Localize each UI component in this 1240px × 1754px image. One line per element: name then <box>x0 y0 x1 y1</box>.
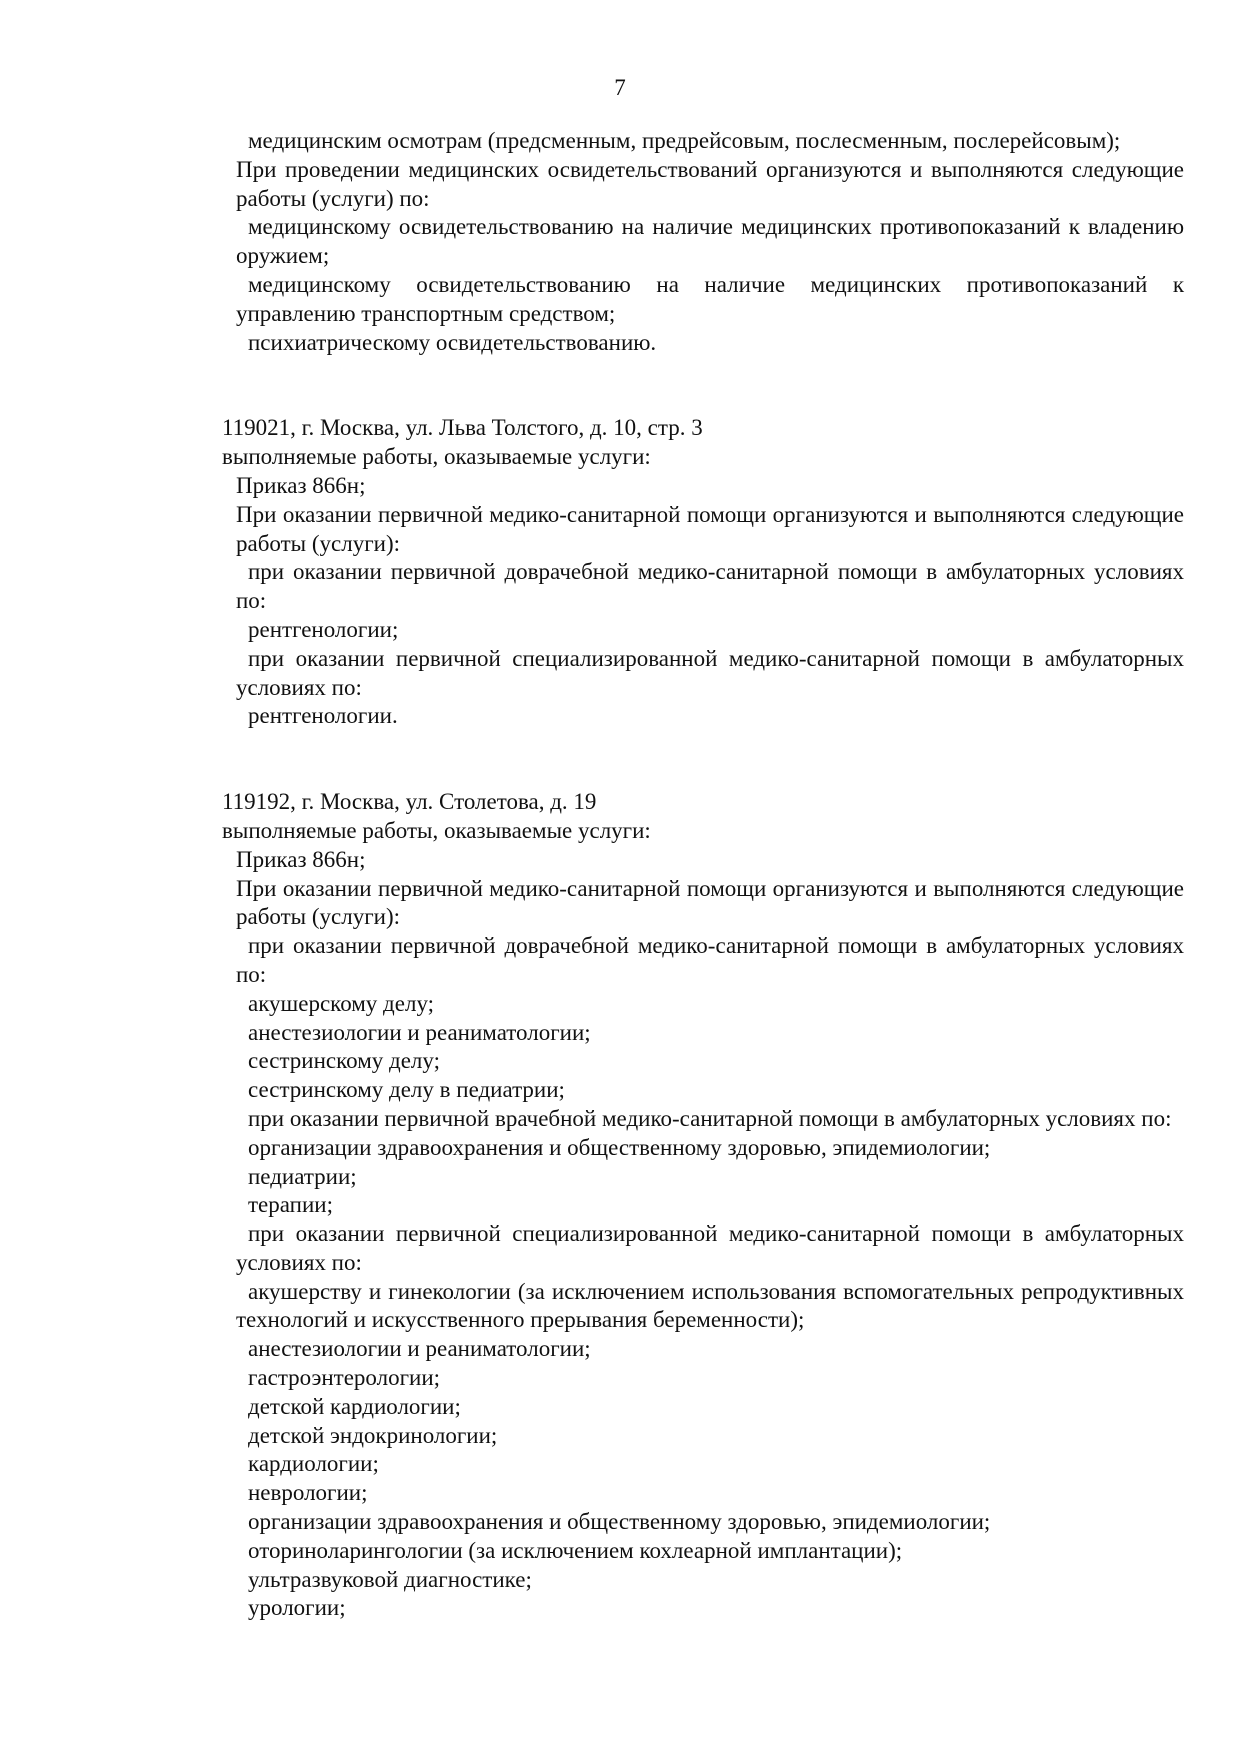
list-item: детской эндокринологии; <box>248 1422 498 1448</box>
list-item: терапии; <box>248 1192 333 1218</box>
list-item: кардиологии; <box>248 1451 379 1477</box>
list-item: рентгенологии; <box>248 616 399 642</box>
list-item: акушерскому делу; <box>248 990 435 1016</box>
list-item: гастроэнтерологии; <box>248 1365 441 1391</box>
list-item: медицинскому освидетельствованию на наличие медицинских противопоказаний к управлению транспортным средством; <box>236 271 1184 326</box>
section-intro: При оказании первичной медико-санитарной помощи организуются и выполняются следующие работы (услуги): <box>236 501 1184 556</box>
document-body <box>222 127 1184 1623</box>
page-number: 7 <box>614 75 626 100</box>
group-title: при оказании первичной доврачебной медико-санитарной помощи в амбулаторных условиях по: <box>236 559 1184 614</box>
works-label: выполняемые работы, оказываемые услуги: <box>222 444 651 470</box>
list-item: анестезиологии и реаниматологии; <box>248 1019 591 1045</box>
address-section-1 <box>222 414 1184 731</box>
list-item: акушерству и гинекологии (за исключением использования вспомогательных репродуктивных технологий и искусственного прерывания беременности); <box>236 1278 1184 1333</box>
group-title: при оказании первичной специализированной медико-санитарной помощи в амбулаторных условиях по: <box>236 645 1184 700</box>
list-item: ультразвуковой диагностике; <box>248 1566 532 1592</box>
works-label: выполняемые работы, оказываемые услуги: <box>222 817 651 843</box>
list-item: оториноларингологии (за исключением кохлеарной имплантации); <box>248 1537 903 1563</box>
address-section-2 <box>222 788 1184 1623</box>
services-continuation <box>222 127 1184 357</box>
list-item: анестезиологии и реаниматологии; <box>248 1336 591 1362</box>
group-title: при оказании первичной специализированной медико-санитарной помощи в амбулаторных условиях по: <box>236 1221 1184 1275</box>
list-item: рентгенологии. <box>248 703 398 729</box>
list-item: детской кардиологии; <box>248 1393 461 1419</box>
list-item: педиатрии; <box>248 1163 357 1189</box>
address-heading: 119192, г. Москва, ул. Столетова, д. 19 <box>222 789 597 815</box>
list-item: организации здравоохранения и общественному здоровью, эпидемиологии; <box>248 1509 991 1535</box>
list-item: сестринскому делу в педиатрии; <box>248 1077 565 1103</box>
list-item: психиатрическому освидетельствованию. <box>248 329 657 355</box>
order-reference: Приказ 866н; <box>236 846 366 872</box>
list-item: урологии; <box>248 1595 346 1621</box>
list-item: организации здравоохранения и общественному здоровью, эпидемиологии; <box>248 1134 991 1160</box>
order-reference: Приказ 866н; <box>236 472 366 498</box>
list-item: медицинским осмотрам (предсменным, предрейсовым, послесменным, послерейсовым); <box>248 128 1121 153</box>
section-intro: При оказании первичной медико-санитарной помощи организуются и выполняются следующие работы (услуги): <box>236 875 1184 930</box>
section-intro: При проведении медицинских освидетельствований организуются и выполняются следующие работы (услуги) по: <box>236 156 1184 211</box>
group-title: при оказании первичной врачебной медико-санитарной помощи в амбулаторных условиях по: <box>248 1105 1172 1131</box>
address-heading: 119021, г. Москва, ул. Льва Толстого, д. 10, стр. 3 <box>222 415 703 441</box>
list-item: сестринскому делу; <box>248 1048 440 1074</box>
list-item: медицинскому освидетельствованию на наличие медицинских противопоказаний к владению оружием; <box>236 214 1184 269</box>
group-title: при оказании первичной доврачебной медико-санитарной помощи в амбулаторных условиях по: <box>236 933 1184 987</box>
list-item: неврологии; <box>248 1480 368 1506</box>
